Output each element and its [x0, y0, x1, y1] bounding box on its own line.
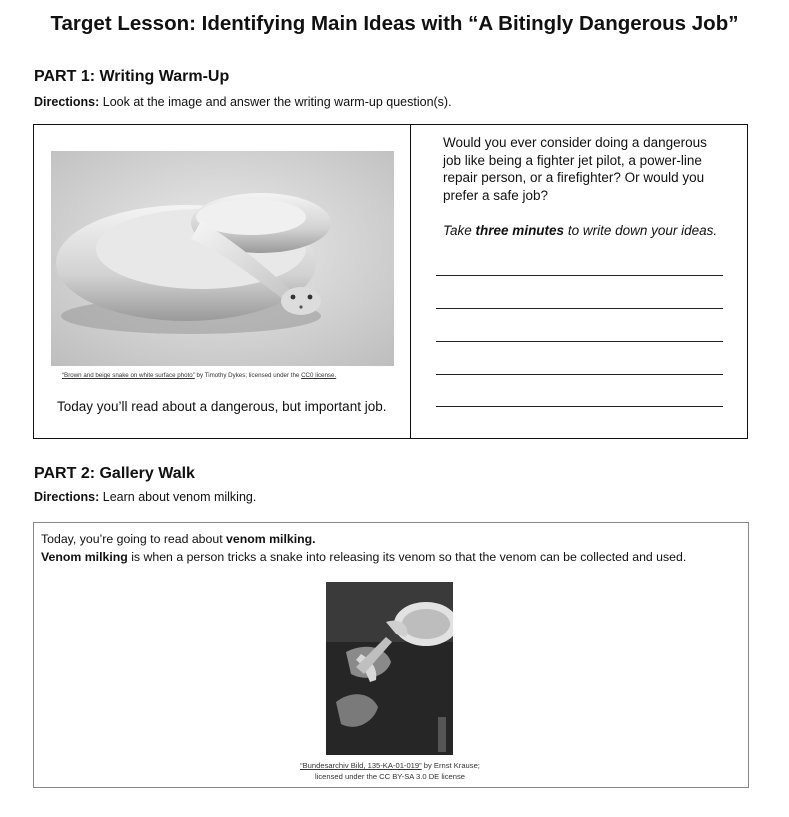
- answer-line[interactable]: [436, 275, 723, 276]
- venom-definition: [41, 548, 686, 566]
- snake-photo: [51, 151, 394, 366]
- intro-pre: Today, you’re going to read about: [41, 532, 223, 546]
- answer-line[interactable]: [436, 406, 723, 407]
- snake-photo-license-link[interactable]: CC0 license.: [301, 372, 337, 379]
- milking-photo-credit-by: by Ernst Krause;: [423, 761, 480, 770]
- snake-photo-credit: [62, 372, 336, 379]
- snake-photo-source-link[interactable]: “Brown and beige snake on white surface photo”: [62, 372, 195, 379]
- definition-text: is when a person tricks a snake into releasing its venom so that the venom can be collected and used.: [131, 550, 687, 564]
- answer-line[interactable]: [436, 308, 723, 309]
- instruction-pre: Take: [443, 223, 472, 238]
- answer-line[interactable]: [436, 374, 723, 375]
- intro-bold: venom milking.: [226, 532, 316, 546]
- answer-line[interactable]: [436, 341, 723, 342]
- definition-term: Venom milking: [41, 550, 128, 564]
- part2-directions-text: Learn about venom milking.: [102, 490, 257, 504]
- part2-directions-label: Directions:: [34, 490, 100, 504]
- warmup-column-divider: [410, 124, 411, 439]
- part1-directions: [34, 95, 452, 109]
- part1-directions-text: Look at the image and answer the writing warm-up question(s).: [102, 95, 452, 109]
- instruction-post: to write down your ideas.: [567, 223, 718, 238]
- milking-photo-source-link[interactable]: “Bundesarchiv Bild, 135-KA-01-019”: [300, 761, 422, 770]
- snake-photo-credit-by: by Timothy Dykes; licensed under the: [196, 372, 300, 379]
- warmup-question: Would you ever consider doing a dangerous job like being a fighter jet pilot, a power-line repair person, or a firefighter? Or would you prefer a safe job?: [443, 135, 707, 203]
- page-title: Target Lesson: Identifying Main Ideas with “A Bitingly Dangerous Job”: [50, 12, 739, 35]
- venom-milking-photo: [326, 582, 453, 755]
- venom-intro-line1: [41, 530, 686, 548]
- venom-intro: [41, 530, 686, 566]
- part1-directions-label: Directions:: [34, 95, 100, 109]
- part2-directions: [34, 490, 256, 504]
- milking-photo-credit: [250, 761, 530, 771]
- part1-heading: PART 1: Writing Warm-Up: [34, 68, 230, 85]
- read-note: Today you’ll read about a dangerous, but important job.: [57, 399, 387, 414]
- part2-heading: PART 2: Gallery Walk: [34, 465, 195, 482]
- milking-photo-license: licensed under the CC BY-SA 3.0 DE license: [315, 772, 465, 781]
- instruction-bold: three minutes: [475, 223, 565, 238]
- warmup-instruction: [443, 223, 717, 238]
